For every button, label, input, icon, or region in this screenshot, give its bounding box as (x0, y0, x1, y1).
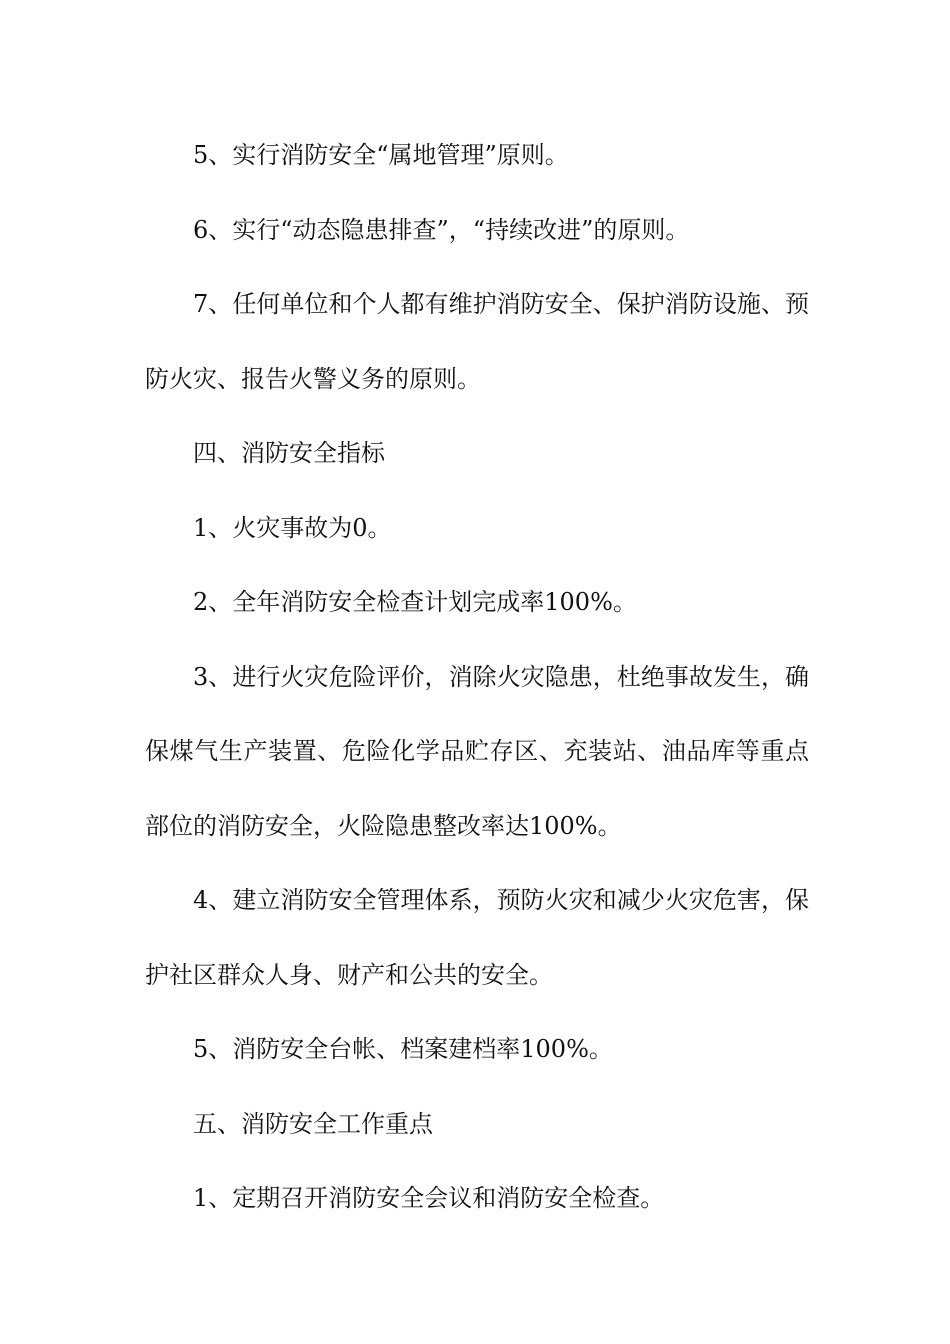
paragraph-indicator-3: 3、进行火灾危险评价，消除火灾隐患，杜绝事故发生，确保煤气生产装置、危险化学品贮存区、充装站、油品库等重点部位的消防安全，火险隐患整改率达100%。 (145, 662, 809, 840)
section-heading-4: 四、消防安全指标 (193, 439, 385, 467)
paragraph-focus-1: 1、定期召开消防安全会议和消防安全检查。 (193, 1184, 665, 1212)
paragraph-indicator-5: 5、消防安全台帐、档案建档率100%。 (193, 1035, 613, 1063)
section-heading-5: 五、消防安全工作重点 (193, 1109, 433, 1138)
paragraph-indicator-1: 1、火灾事故为0。 (193, 513, 392, 542)
paragraph-principle-5: 5、实行消防安全“属地管理”原则。 (193, 141, 569, 169)
paragraph-indicator-4: 4、建立消防安全管理体系，预防火灾和减少火灾危害，保护社区群众人身、财产和公共的安全。 (145, 886, 809, 989)
paragraph-indicator-2: 2、全年消防安全检查计划完成率100%。 (193, 588, 637, 616)
paragraph-principle-6: 6、实行“动态隐患排查”，“持续改进”的原则。 (193, 215, 690, 244)
document-body (145, 118, 809, 1236)
paragraph-principle-7: 7、任何单位和个人都有维护消防安全、保护消防设施、预防火灾、报告火警义务的原则。 (145, 290, 809, 393)
